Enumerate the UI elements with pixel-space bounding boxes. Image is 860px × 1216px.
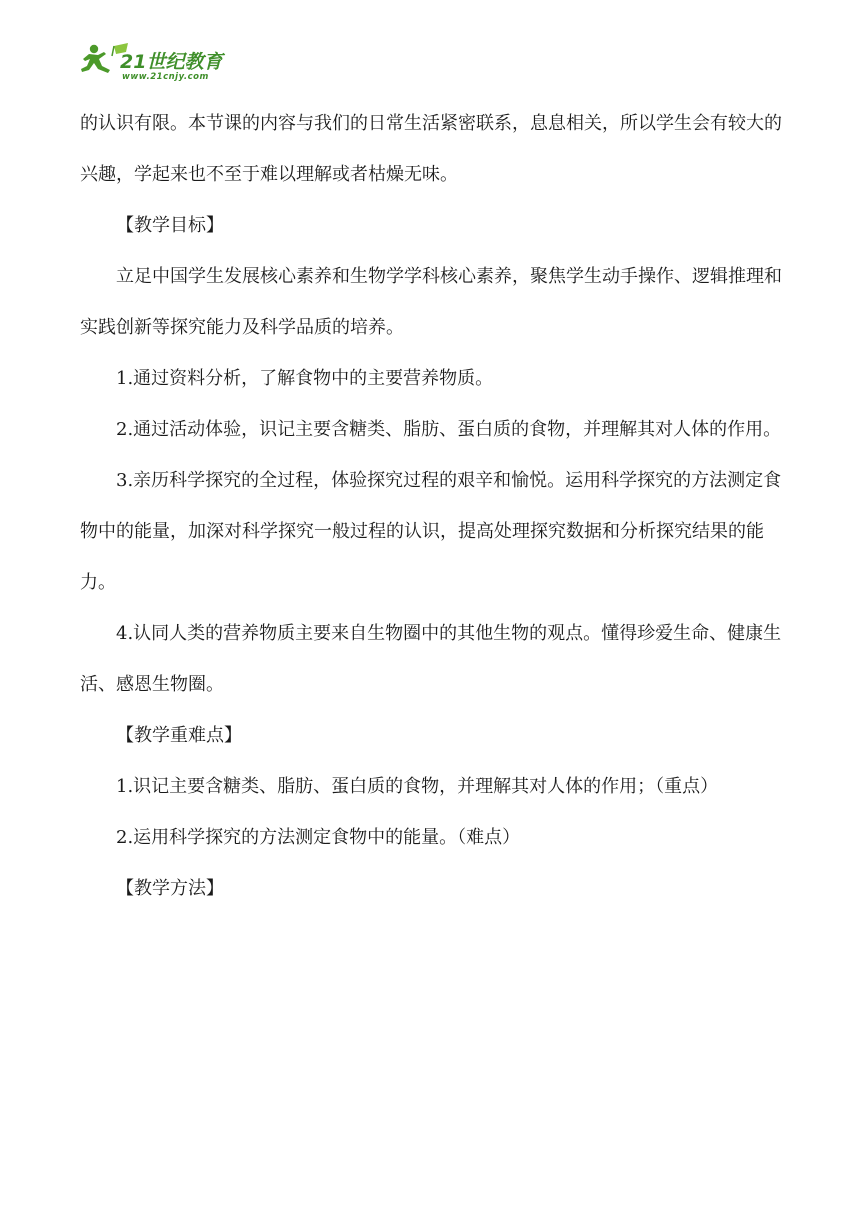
document-body (80, 98, 782, 914)
objective-item-3: 3.亲历科学探究的全过程，体验探究过程的艰辛和愉悦。运用科学探究的方法测定食物中的能量，加深对科学探究一般过程的认识，提高处理探究数据和分析探究结果的能力。 (80, 470, 782, 593)
logo-url-text: www.21cnjy.com (122, 72, 209, 82)
heading-teaching-objectives: 【教学目标】 (116, 215, 224, 236)
runner-icon (81, 45, 110, 73)
logo-brand-text: 21世纪教育 (120, 51, 223, 73)
objective-item-2: 2.通过活动体验，识记主要含糖类、脂肪、蛋白质的食物，并理解其对人体的作用。 (116, 419, 782, 440)
heading-key-difficult-points: 【教学重难点】 (116, 725, 242, 746)
key-point-item-1: 1.识记主要含糖类、脂肪、蛋白质的食物，并理解其对人体的作用；（重点） (116, 776, 719, 797)
objective-item-4: 4.认同人类的营养物质主要来自生物圈中的其他生物的观点。懂得珍爱生命、健康生活、感恩生物圈。 (80, 623, 782, 695)
key-point-item-2: 2.运用科学探究的方法测定食物中的能量。（难点） (116, 827, 521, 848)
paragraph-objectives-intro: 立足中国学生发展核心素养和生物学学科核心素养，聚焦学生动手操作、逻辑推理和实践创新等探究能力及科学品质的培养。 (80, 266, 782, 338)
paragraph-intro-continuation: 的认识有限。本节课的内容与我们的日常生活紧密联系，息息相关，所以学生会有较大的兴趣，学起来也不至于难以理解或者枯燥无味。 (80, 113, 782, 185)
heading-teaching-methods: 【教学方法】 (116, 878, 224, 899)
objective-item-1: 1.通过资料分析，了解食物中的主要营养物质。 (116, 368, 494, 389)
site-logo (80, 42, 250, 82)
